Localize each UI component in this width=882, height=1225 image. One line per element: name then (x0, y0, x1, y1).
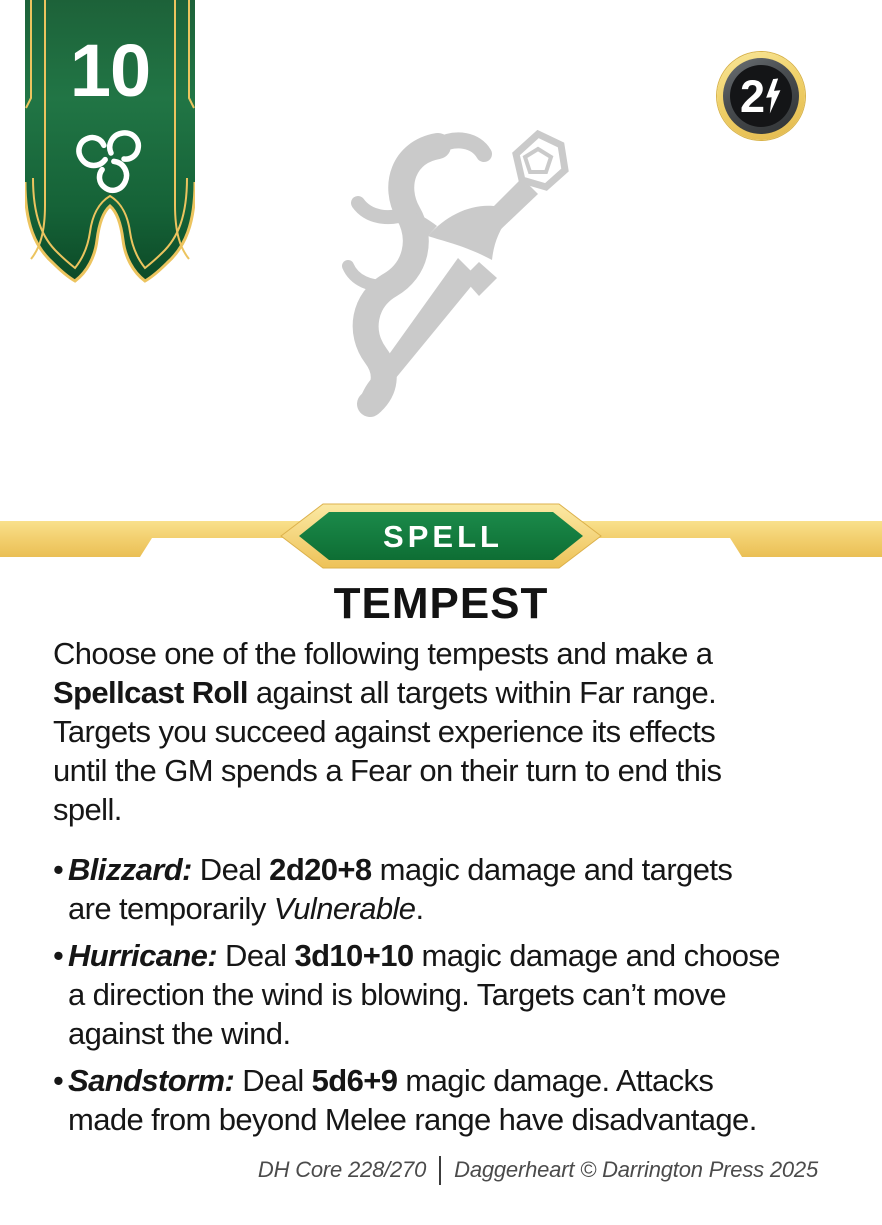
recall-badge-core (730, 65, 792, 127)
effect-hurricane (53, 936, 853, 1053)
effect-sandstorm-text: Sandstorm: Deal 5d6+9 magic damage. Attacks made from beyond Melee range have disadvantage. (68, 1063, 757, 1137)
card-title: TEMPEST (333, 579, 549, 628)
recall-badge-ring (723, 58, 799, 134)
set-number: DH Core 228/270 (257, 1157, 427, 1182)
bullet-marker: • (53, 852, 64, 887)
recall-cost-badge (717, 52, 805, 140)
card-rules-text (53, 634, 853, 1147)
level-number: 10 (69, 29, 151, 112)
effect-list (53, 850, 853, 1139)
card-footer (258, 1155, 818, 1185)
effect-blizzard-text: Blizzard: Deal 2d20+8 magic damage and targets are temporarily Vulnerable. (68, 852, 733, 926)
card-description: Choose one of the following tempests and make a Spellcast Roll against all targets within Far range. Targets you succeed against experience its effects until the GM spends a Fear on their turn to end this spell. (53, 636, 722, 827)
bullet-marker: • (53, 938, 64, 973)
recall-cost-value: 2 (739, 70, 765, 122)
footer-divider (439, 1156, 441, 1185)
bullet-marker: • (53, 1063, 64, 1098)
copyright-text: Daggerheart © Darrington Press 2025 (454, 1157, 818, 1182)
effect-sandstorm (53, 1061, 853, 1139)
lightning-bolt-icon (763, 78, 783, 114)
effect-hurricane-text: Hurricane: Deal 3d10+10 magic damage and choose a direction the wind is blowing. Targets can’t move against the wind. (68, 938, 780, 1051)
effect-blizzard (53, 850, 853, 928)
daggerheart-dagger-watermark-icon (300, 118, 610, 428)
card-type-label: SPELL (383, 519, 503, 554)
